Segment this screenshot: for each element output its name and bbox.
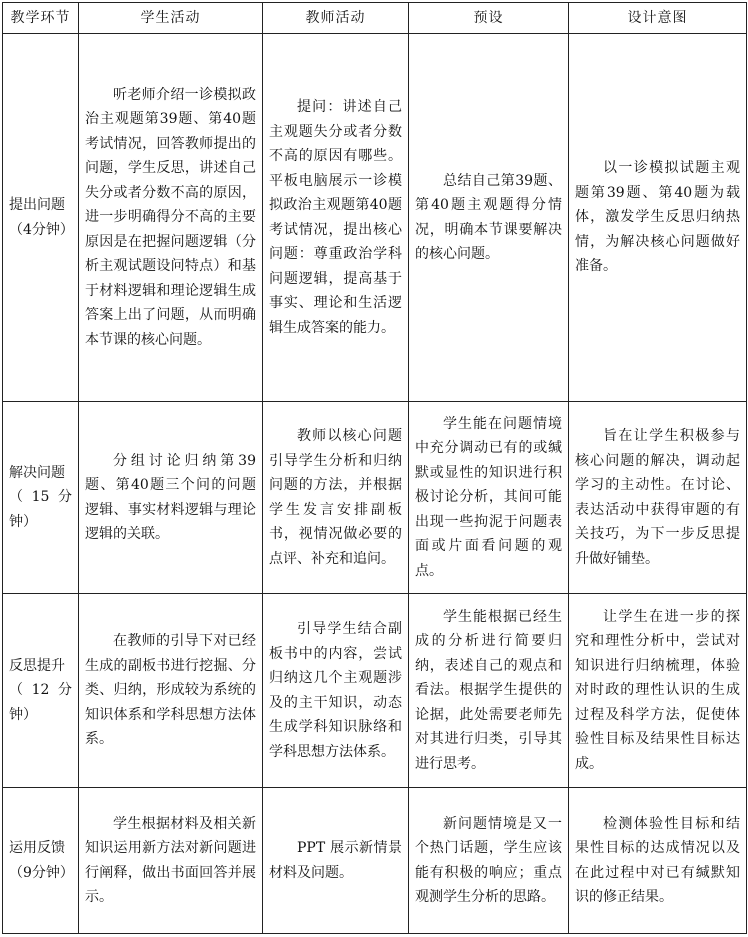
stage-cell [3, 402, 79, 594]
design-intent-cell: 旨在让学生积极参与核心问题的解决，调动起学习的主动性。在讨论、表达活动中获得审题的有关技巧，为下一步反思提升做好铺垫。 [569, 402, 747, 594]
teacher-activity-cell: 教师以核心问题引导学生分析和归纳问题的方法，并根据学生发言安排副板书，视情况做必要的点评、补充和追问。 [263, 402, 409, 594]
header-preset: 预设 [409, 3, 569, 34]
stage-cell [3, 788, 79, 934]
preset-cell: 总结自己第39题、第40题主观题得分情况，明确本节课要解决的核心问题。 [409, 34, 569, 402]
design-intent-cell: 以一诊模拟试题主观题第39题、第40题为载体，激发学生反思归纳热情，为解决核心问题做好准备。 [569, 34, 747, 402]
student-activity-cell: 分组讨论归纳第39题、第40题三个问的问题逻辑、事实材料逻辑与理论逻辑的关联。 [79, 402, 263, 594]
student-activity-cell: 听老师介绍一诊模拟政治主观题第39题、第40题考试情况，回答教师提出的问题，学生反思，讲述自己失分或者分数不高的原因，进一步明确得分不高的主要原因是在把握问题逻辑（分析主观试题设问特点）和基于材料逻辑和理论逻辑生成答案上出了问题，从而明确本节课的核心问题。 [79, 34, 263, 402]
table-row [3, 594, 747, 788]
stage-name: 解决问题 [9, 464, 65, 481]
lesson-plan-table [2, 2, 747, 934]
student-activity-cell: 在教师的引导下对已经生成的副板书进行挖掘、分类、归纳，形成较为系统的知识体系和学科思想方法体系。 [79, 594, 263, 788]
preset-cell: 学生能在问题情境中充分调动已有的或缄默或显性的知识进行积极讨论分析，其间可能出现一些拘泥于问题表面或片面看问题的观点。 [409, 402, 569, 594]
preset-cell: 学生能根据已经生成的分析进行简要归纳，表述自己的观点和看法。根据学生提供的论据，此处需要老师先对其进行归类，引导其进行思考。 [409, 594, 569, 788]
stage-time: （12分钟） [9, 682, 72, 723]
header-stage: 教学环节 [3, 3, 79, 34]
header-design-intent: 设计意图 [569, 3, 747, 34]
stage-time: （9分钟） [9, 864, 74, 881]
teacher-activity-cell: PPT 展示新情景材料及问题。 [263, 788, 409, 934]
student-activity-cell: 学生根据材料及相关新知识运用新方法对新问题进行阐释，做出书面回答并展示。 [79, 788, 263, 934]
stage-time: （15分钟） [9, 489, 72, 530]
stage-name: 运用反馈 [9, 840, 65, 856]
stage-name: 提出问题 [9, 197, 65, 213]
preset-cell: 新问题情境是又一个热门话题，学生应该能有积极的响应；重点观测学生分析的思路。 [409, 788, 569, 934]
stage-cell [3, 34, 79, 402]
header-student-activity: 学生活动 [79, 3, 263, 34]
header-teacher-activity: 教师活动 [263, 3, 409, 34]
table-row [3, 402, 747, 594]
table-row [3, 788, 747, 934]
stage-time: （4分钟） [9, 221, 74, 238]
design-intent-cell: 让学生在进一步的探究和理性分析中，尝试对知识进行归纳梳理，体验对时政的理性认识的生成过程及科学方法，促使体验性目标及结果性目标达成。 [569, 594, 747, 788]
header-row [3, 3, 747, 34]
stage-cell [3, 594, 79, 788]
stage-name: 反思提升 [9, 657, 65, 674]
teacher-activity-cell: 引导学生结合副板书中的内容，尝试归纳这几个主观题涉及的主干知识，动态生成学科知识脉络和学科思想方法体系。 [263, 594, 409, 788]
table-row [3, 34, 747, 402]
teacher-activity-cell: 提问：讲述自己主观题失分或者分数不高的原因有哪些。平板电脑展示一诊模拟政治主观题第40题考试情况，提出核心问题：尊重政治学科问题逻辑，提高基于事实、理论和生活逻辑生成答案的能力。 [263, 34, 409, 402]
design-intent-cell: 检测体验性目标和结果性目标的达成情况以及在此过程中对已有缄默知识的修正结果。 [569, 788, 747, 934]
